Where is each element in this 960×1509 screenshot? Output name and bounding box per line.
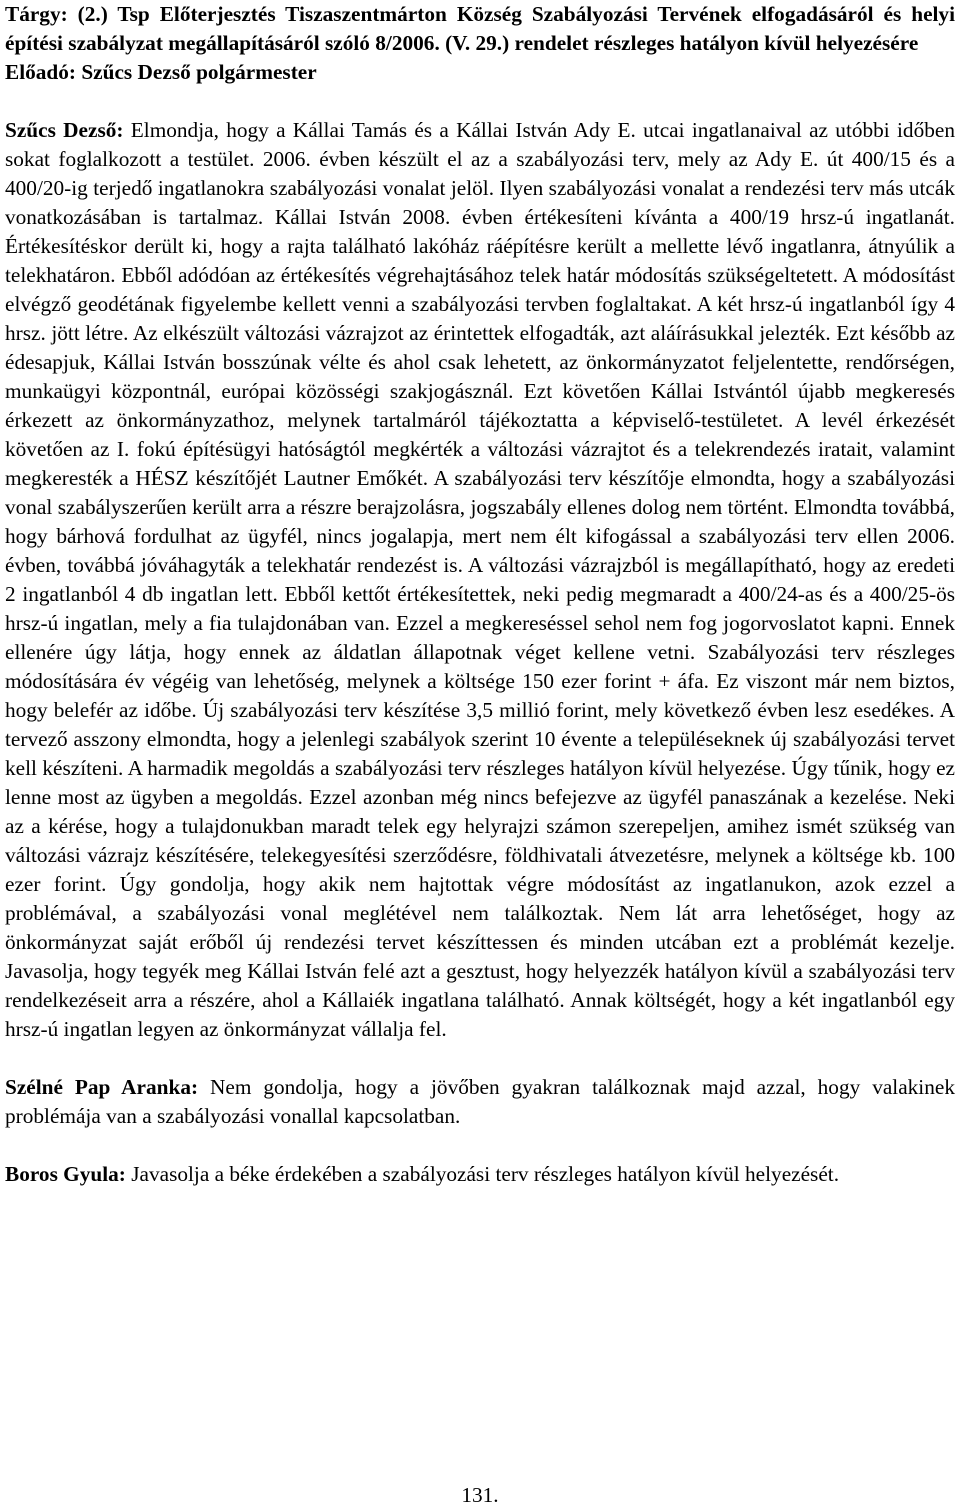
page-number: 131. <box>461 1483 499 1507</box>
statement-boros-gyula <box>5 1160 955 1189</box>
statement-szelne-pap-aranka <box>5 1073 955 1131</box>
statement-text: Javasolja a béke érdekében a szabályozási terv részleges hatályon kívül helyezését. <box>125 1162 840 1186</box>
speaker-name: Boros Gyula: <box>5 1162 126 1186</box>
paragraph-gap <box>5 1044 955 1073</box>
paragraph-gap <box>5 87 955 116</box>
statement-szucs-dezso <box>5 116 955 1044</box>
statement-text: Elmondja, hogy a Kállai Tamás és a Kállai István Ady E. utcai ingatlanaival az utóbbi időben sokat foglalkozott a testület. 2006. évben készült el az a szabályozási terv, mely az Ady E. út 400/15 és a 400/20-ig terjedő ingatlanokra szabályozási vonalat jelöl. Ilyen szabályozási vonalat a rendezési terv más utcák vonatkozásában is tartalmaz. Kállai István 2008. évben értékesíteni kívánta a 400/19 hrsz-ú ingatlanát. Értékesítéskor derült ki, hogy a rajta található lakóház ráépítésre került a mellette lévő ingatlanra, átnyúlik a telekhatáron. Ebből adódóan az értékesítés végrehajtásához telek határ módosítás szükségeltetett. A módosítást elvégző geodétának figyelembe kellett venni a szabályozási tervben foglaltakat. A két hrsz-ú ingatlanból így 4 hrsz. jött létre. Az elkészült változási vázrajzot az érintettek elfogadták, azt aláírásukkal jelezték. Ezt később az édesapjuk, Kállai István bosszúnak vélte és ahol csak lehetett, az önkormányzatot feljelentette, rendőrségen, munkaügyi központnál, európai közösségi szakjogásznál. Ezt követően Kállai Istvántól újabb megkeresés érkezett az önkormányzathoz, melynek tartalmáról tájékoztatta a képviselő-testületet. A levél érkezését követően az I. fokú építésügyi hatóságtól megkérték a változási vázrajtot és a telekrendezés iratait, valamint megkeresték a HÉSZ készítőjét Lautner Emőkét. A szabályozási terv készítője elmondta, hogy a szabályozási vonal szabályszerűen került arra a részre berajzolásra, jogszabály ellenes dolog nem történt. Elmondta továbbá, hogy bárhová fordulhat az ügyfél, nincs jogalapja, mert nem élt kifogással a szabályozási terv ellen 2006. évben, továbbá jóváhagyták a telekhatár rendezést is. A változási vázrajzból is megállapítható, hogy az eredeti 2 ingatlanból 4 db ingatlan lett. Ebből kettőt értékesítettek, neki pedig megmaradt a 400/24-as és a 400/25-ös hrsz-ú ingatlan, mely a fia tulajdonában van. Ezzel a megkereséssel sehol nem fog jogorvoslatot kapni. Ennek ellenére úgy látja, hogy ennek az áldatlan állapotnak véget kellene vetni. Szabályozási terv részleges módosítására év végéig van lehetőség, melynek a költsége 150 ezer forint + áfa. Ez viszont már nem biztos, hogy belefér az időbe. Új szabályozási terv készítése 3,5 millió forint, mely következő évben lesz esedékes. A tervező asszony elmondta, hogy a jelenlegi szabályok szerint 10 évente a településeknek új szabályozási tervet kell készíteni. A harmadik megoldás a szabályozási terv részleges hatályon kívül helyezése. Úgy tűnik, hogy ez lenne most az ügyben a megoldás. Ezzel azonban még nincs befejezve az ügyfél panaszának a kezelése. Neki az a kérése, hogy a tulajdonukban maradt telek egy helyrajzi számon szerepeljen, amihez ismét szükség van változási vázrajz készítésére, telekegyesítési szerződésre, földhivatali átvezetésre, melynek a költsége kb. 100 ezer forint. Úgy gondolja, hogy akik nem hajtottak végre módosítást az ingatlanukon, azok ezzel a problémával, a szabályozási vonal meglétével nem találkoztak. Nem lát arra lehetőséget, hogy az önkormányzat saját erőből új rendezési tervet készíttessen és minden utcában ezt a problémát kezelje. Javasolja, hogy tegyék meg Kállai István felé azt a gesztust, hogy helyezzék hatályon kívül a szabályozási terv rendelkezéseit arra a részére, ahol a Kállaiék ingatlana található. Annak költségét, hogy a két ingatlanból egy hrsz-ú ingatlan legyen az önkormányzat vállalja fel. <box>5 118 955 1041</box>
statement-text: Nem gondolja, hogy a jövőben gyakran találkoznak majd azzal, hogy valakinek problémája van a szabályozási vonallal kapcsolatban. <box>5 1075 955 1128</box>
subject-heading: Tárgy: (2.) Tsp Előterjesztés Tiszaszentmárton Község Szabályozási Tervének elfogadásáról és helyi építési szabályzat megállapításáról szóló 8/2006. (V. 29.) rendelet részleges hatályon kívül helyezésére <box>5 2 955 55</box>
presenter-line: Előadó: Szűcs Dezső polgármester <box>5 60 317 84</box>
speaker-name: Szélné Pap Aranka: <box>5 1075 199 1099</box>
paragraph-gap <box>5 1131 955 1160</box>
speaker-name: Szűcs Dezső: <box>5 118 124 142</box>
document-page <box>5 0 955 1189</box>
